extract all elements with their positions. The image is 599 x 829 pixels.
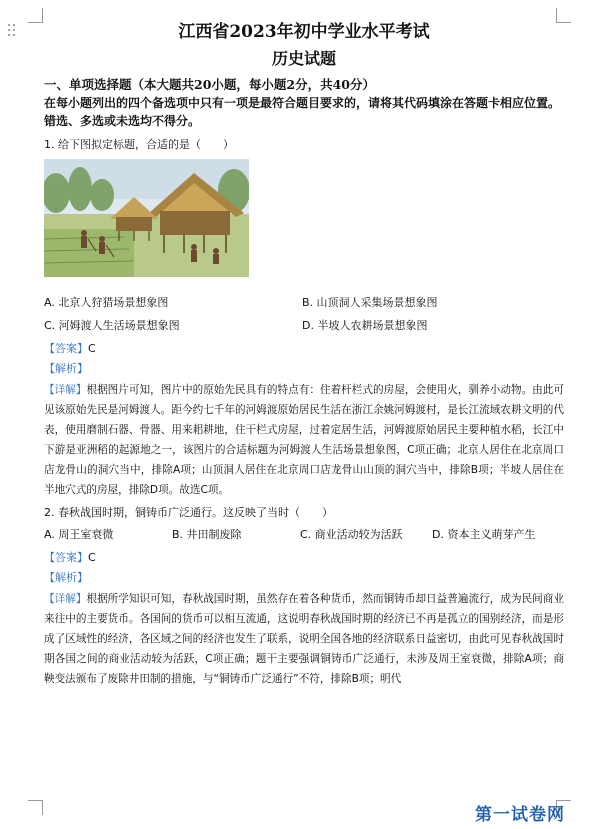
question-2-analysis-label: 【解析】 (44, 571, 88, 584)
detail-label: 【详解】 (44, 593, 87, 605)
corner-mark-bottom-left (28, 800, 43, 815)
section-heading: 一、单项选择题（本大题共20小题，每小题2分，共40分） (44, 77, 375, 92)
question-2-stem: 2. 春秋战国时期，铜铸币广泛通行。这反映了当时（ ） (44, 506, 333, 519)
question-1-option-a[interactable]: A. 北京人狩猎场景想象图 (44, 296, 169, 309)
corner-mark-top-left (28, 8, 43, 23)
question-2-answer (44, 549, 564, 567)
answer-value: C (88, 551, 96, 564)
detail-text: 根据所学知识可知，春秋战国时期，虽然存在着各种货币，然而铜铸币却日益普遍流行，成为民间商业来往中的主要货币。各国间的货币可以相互流通，这说明春秋战国时期的经济已不再是孤立的国别经济，而是形成了区域性的经济，各区域之间的经济也发生了联系，说明全国各地的经济联系日益密切，由此可见春秋战国时期各国之间的商业活动较为活跃，C项正确；题干主要强调铜铸币广泛通行，未涉及周王室衰微，排除A项；商鞅变法颁布了废除井田制的措施，与“铜铸币广泛通行”不符，排除B项；明代 (44, 593, 564, 685)
question-2-option-a[interactable]: A. 周王室衰微 (44, 528, 114, 541)
question-2-option-d[interactable]: D. 资本主义萌芽产生 (432, 528, 536, 541)
question-2-detail (44, 589, 564, 689)
document-page (44, 20, 564, 689)
question-2-option-b[interactable]: B. 井田制废除 (172, 528, 242, 541)
question-1-answer (44, 340, 564, 358)
answer-label: 【答案】 (44, 551, 88, 564)
answer-label: 【答案】 (44, 342, 88, 355)
detail-label: 【详解】 (44, 384, 87, 396)
question-1-stem: 1. 给下图拟定标题，合适的是（ ） (44, 138, 234, 151)
exam-subtitle: 历史试题 (271, 49, 336, 68)
question-1-option-b[interactable]: B. 山顶洞人采集场景想象图 (302, 296, 438, 309)
exam-title: 江西省2023年初中学业水平考试 (178, 22, 430, 42)
question-1-options (44, 295, 564, 334)
question-1-option-d[interactable]: D. 半坡人农耕场景想象图 (302, 319, 428, 332)
answer-value: C (88, 342, 96, 355)
question-2-options (44, 527, 564, 543)
question-2-option-c[interactable]: C. 商业活动较为活跃 (300, 528, 403, 541)
question-1-illustration (44, 159, 249, 277)
site-logo[interactable]: 第一试卷网 (475, 805, 565, 825)
drag-handle-icon[interactable] (8, 24, 18, 38)
section-instruction: 在每小题列出的四个备选项中只有一项是最符合题目要求的，请将其代码填涂在答题卡相应位置。错选、多选或未选均不得分。 (44, 96, 561, 128)
detail-text: 根据图片可知，图片中的原始先民具有的特点有：住着杆栏式的房屋，会使用火，驯养小动物。由此可见该原始先民是河姆渡人。距今约七千年的河姆渡原始居民生活在浙江余姚河姆渡村，是长江流域农耕文明的代表，使用磨制石器、骨器、用来耜耕地，住干栏式房屋，过着定居生活，河姆渡原始居民主要种植水稻，长江中下游是亚洲稻的起源地之一，该图片的合适标题为河姆渡人生活场景想象图，C项正确；北京人居住在北京周口店龙骨山的洞穴当中，排除A项；山顶洞人居住在北京周口店龙骨山山顶的洞穴当中，排除B项；半坡人居住在半地穴式的房屋，排除D项。故选C项。 (44, 384, 564, 496)
question-1-option-c[interactable]: C. 河姆渡人生活场景想象图 (44, 319, 180, 332)
question-1-detail (44, 380, 564, 500)
question-1-analysis-label: 【解析】 (44, 362, 88, 375)
